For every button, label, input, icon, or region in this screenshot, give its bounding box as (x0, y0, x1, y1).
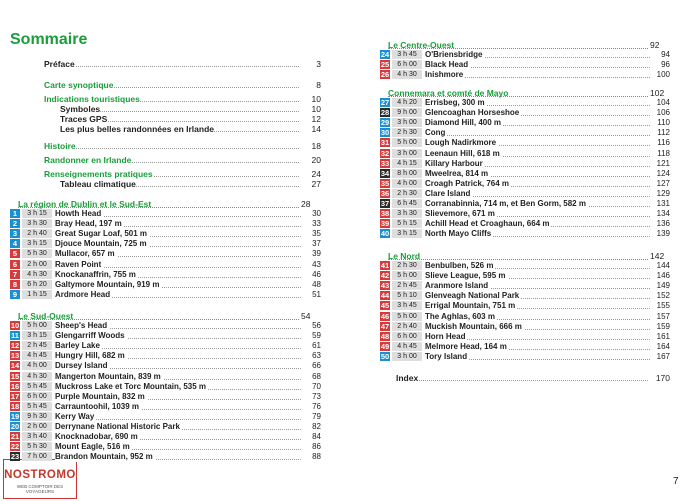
route-duration: 2 h 30 (392, 261, 422, 270)
route-name: Killary Harbour (425, 158, 483, 168)
section-page: 102 (650, 88, 665, 98)
route-name: The Aghlas, 603 m (425, 311, 495, 321)
route-duration: 3 h 15 (392, 229, 422, 238)
route-duration: 4 h 30 (22, 270, 52, 279)
route-row[interactable] (10, 249, 321, 259)
route-duration: 4 h 15 (392, 159, 422, 168)
route-row[interactable] (10, 260, 321, 270)
route-duration: 2 h 00 (22, 422, 52, 431)
route-row[interactable] (380, 70, 670, 80)
route-row[interactable] (380, 159, 670, 169)
section-title[interactable]: Connemara et comté de Mayo (388, 88, 509, 98)
route-duration: 3 h 15 (22, 239, 52, 248)
route-name: Dursey Island (55, 361, 108, 371)
route-name: Horn Head (425, 331, 466, 341)
route-number-badge: 45 (380, 301, 390, 311)
route-duration: 2 h 45 (392, 281, 422, 290)
route-page: 118 (657, 148, 670, 158)
route-page: 149 (656, 281, 670, 291)
route-number-badge: 7 (10, 270, 20, 279)
route-page: 159 (656, 321, 670, 331)
route-duration: 4 h 20 (392, 98, 422, 107)
toc-entry-page: 27 (311, 179, 321, 189)
route-row[interactable] (10, 361, 321, 371)
route-name: Glengarriff Woods (55, 331, 125, 341)
route-duration: 5 h 45 (22, 382, 52, 391)
route-page: 66 (312, 361, 321, 371)
route-duration: 5 h 45 (22, 402, 52, 411)
route-page: 33 (312, 219, 321, 229)
route-page: 73 (312, 391, 321, 401)
route-number-badge: 25 (380, 60, 390, 70)
route-duration: 6 h 00 (392, 332, 422, 341)
route-duration: 2 h 45 (22, 341, 52, 350)
route-number-badge: 17 (10, 391, 20, 401)
route-name: Muckross Lake et Torc Mountain, 535 m (55, 381, 207, 391)
route-number-badge: 15 (10, 371, 20, 381)
toc-entry-page: 170 (655, 373, 670, 383)
route-name: North Mayo Cliffs (425, 229, 492, 239)
route-number-badge: 33 (380, 158, 390, 168)
route-page: 70 (312, 381, 321, 391)
route-row[interactable] (380, 199, 670, 209)
route-number-badge: 20 (10, 422, 20, 431)
route-number-badge: 35 (380, 178, 390, 188)
route-page: 94 (661, 50, 670, 59)
toc-entry-label: Traces GPS (60, 114, 108, 124)
route-number-badge: 34 (380, 168, 390, 178)
dot-leader (44, 148, 299, 149)
section-page: 28 (301, 199, 311, 209)
route-name: Bray Head, 197 m (55, 219, 122, 229)
route-page: 35 (312, 229, 321, 239)
toc-entry-page: 20 (311, 155, 321, 165)
route-page: 46 (312, 269, 321, 279)
route-row[interactable] (10, 331, 321, 341)
dot-leader (44, 66, 299, 67)
section-title[interactable]: La région de Dublin et le Sud-Est (18, 199, 152, 209)
route-page: 68 (312, 371, 321, 381)
toc-entry-page: 12 (311, 114, 321, 124)
toc-entry-page: 8 (316, 80, 321, 90)
toc-entry-label: Les plus belles randonnées en Irlande (60, 124, 214, 134)
route-row[interactable] (10, 412, 321, 422)
route-number-badge: 2 (10, 219, 20, 228)
route-page: 100 (656, 70, 670, 80)
route-duration: 4 h 45 (22, 351, 52, 360)
toc-entry-label: Histoire (44, 141, 76, 151)
route-number-badge: 26 (380, 70, 390, 80)
route-row[interactable] (10, 382, 321, 392)
route-row[interactable] (380, 118, 670, 128)
route-number-badge: 13 (10, 351, 20, 361)
route-name: Leenaun Hill, 618 m (425, 148, 500, 158)
route-page: 136 (656, 219, 670, 229)
section-page: 142 (650, 251, 665, 261)
route-number-badge: 3 (10, 229, 20, 238)
route-row[interactable] (10, 372, 321, 382)
route-name: Cong (425, 128, 446, 138)
route-name: Knocknadobar, 690 m (55, 432, 138, 442)
route-duration: 6 h 00 (392, 60, 422, 69)
route-page: 131 (656, 199, 670, 208)
route-name: Errisbeg, 300 m (425, 98, 485, 107)
route-name: Raven Point (55, 259, 102, 269)
route-page: 152 (656, 291, 670, 301)
route-duration: 3 h 30 (22, 219, 52, 228)
route-row[interactable] (380, 219, 670, 229)
route-row[interactable] (380, 179, 670, 189)
route-row[interactable] (10, 321, 321, 331)
route-page: 59 (312, 331, 321, 341)
route-number-badge: 10 (10, 321, 20, 330)
route-duration: 5 h 10 (392, 291, 422, 300)
route-duration: 3 h 30 (392, 209, 422, 218)
route-row[interactable] (10, 209, 321, 219)
route-number-badge: 12 (10, 341, 20, 351)
route-duration: 5 h 00 (392, 271, 422, 280)
route-name: Mweelrea, 814 m (425, 168, 489, 178)
route-number-badge: 43 (380, 281, 390, 291)
route-row[interactable] (10, 351, 321, 361)
route-row[interactable] (380, 189, 670, 199)
route-number-badge: 19 (10, 411, 20, 421)
route-number-badge: 49 (380, 341, 390, 351)
route-page: 96 (661, 60, 670, 70)
route-name: Clare Island (425, 188, 471, 198)
route-duration: 9 h 00 (392, 108, 422, 117)
route-number-badge: 39 (380, 219, 390, 229)
page-number: 7 (673, 476, 679, 487)
route-number-badge: 11 (11, 331, 19, 341)
route-page: 129 (656, 188, 670, 198)
route-duration: 2 h 30 (392, 189, 422, 198)
route-number-badge: 36 (380, 188, 390, 198)
route-duration: 2 h 40 (392, 322, 422, 331)
route-page: 127 (656, 178, 670, 188)
route-name: Achill Head et Croaghaun, 664 m (425, 219, 550, 229)
toc-entry-label: Index (396, 373, 419, 383)
route-duration: 3 h 00 (392, 118, 422, 127)
route-duration: 2 h 00 (22, 260, 52, 269)
route-number-badge: 5 (10, 249, 20, 258)
logo-name: NOSTROMO (4, 469, 76, 481)
route-name: Corranabinnia, 714 m, et Ben Gorm, 582 m (425, 199, 586, 208)
route-name: Benbulben, 526 m (425, 261, 494, 270)
route-duration: 3 h 00 (392, 352, 422, 361)
route-row[interactable] (10, 239, 321, 249)
route-name: Diamond Hill, 400 m (425, 118, 502, 128)
route-number-badge: 28 (380, 108, 390, 118)
route-row[interactable] (10, 452, 321, 462)
route-duration: 4 h 30 (392, 70, 422, 79)
route-page: 79 (312, 411, 321, 421)
route-row[interactable] (380, 60, 670, 70)
route-name: Glenveagh National Park (425, 291, 520, 301)
route-page: 76 (312, 401, 321, 411)
route-number-badge: 40 (380, 229, 390, 239)
route-row[interactable] (10, 341, 321, 351)
route-name: Carrauntoohil, 1039 m (55, 401, 140, 411)
route-name: O'Briensbridge (425, 50, 483, 59)
route-name: Black Head (425, 60, 469, 70)
route-name: Brandon Mountain, 952 m (55, 452, 153, 462)
route-page: 39 (312, 249, 321, 259)
page-title: Sommaire (10, 31, 88, 48)
route-row[interactable] (10, 290, 321, 300)
section-title[interactable]: Le Nord (388, 251, 421, 261)
route-duration: 6 h 45 (392, 199, 422, 208)
toc-entry-label: Indications touristiques (44, 94, 140, 104)
route-page: 139 (656, 229, 670, 239)
route-name: Croagh Patrick, 764 m (425, 178, 510, 188)
route-duration: 4 h 30 (22, 372, 52, 381)
route-duration: 4 h 00 (22, 361, 52, 370)
route-duration: 3 h 15 (22, 209, 52, 218)
dot-leader (396, 380, 648, 381)
route-name: Aranmore Island (425, 281, 489, 291)
route-duration: 4 h 00 (392, 179, 422, 188)
route-page: 61 (312, 341, 321, 351)
toc-entry-label: Renseignements pratiques (44, 169, 153, 179)
route-name: Muckish Mountain, 666 m (425, 321, 522, 331)
section-page: 54 (301, 311, 311, 321)
route-page: 155 (656, 301, 670, 311)
route-duration: 3 h 00 (392, 149, 422, 158)
publisher-logo (3, 459, 77, 499)
route-number-badge: 8 (10, 280, 20, 289)
route-page: 37 (312, 239, 321, 249)
route-name: Lough Nadirkmore (425, 138, 497, 148)
section-rule (388, 48, 648, 49)
route-page: 112 (657, 128, 670, 138)
route-number-badge: 41 (380, 261, 390, 270)
dot-leader (425, 135, 650, 136)
route-number-badge: 29 (380, 118, 390, 128)
toc-entry-label: Randonner en Irlande (44, 155, 132, 165)
route-row[interactable] (380, 261, 670, 271)
route-page: 106 (656, 108, 670, 118)
route-row[interactable] (380, 301, 670, 311)
route-row[interactable] (380, 312, 670, 322)
route-name: Glencoaghan Horseshoe (425, 108, 520, 118)
route-row[interactable] (380, 281, 670, 291)
route-name: Barley Lake (55, 341, 100, 351)
route-page: 86 (312, 442, 321, 452)
route-duration: 3 h 45 (392, 301, 422, 310)
route-number-badge: 27 (380, 98, 390, 107)
route-row[interactable] (380, 98, 670, 108)
route-name: Inishmore (425, 70, 464, 80)
toc-entry-page: 24 (311, 169, 321, 179)
route-name: Kerry Way (55, 411, 95, 421)
route-page: 48 (312, 279, 321, 289)
route-duration: 6 h 00 (22, 392, 52, 401)
route-row[interactable] (380, 229, 670, 239)
route-number-badge: 38 (380, 209, 390, 219)
route-name: Galtymore Mountain, 919 m (55, 279, 160, 289)
route-page: 157 (656, 311, 670, 321)
route-number-badge: 6 (10, 260, 20, 269)
route-row[interactable] (10, 229, 321, 239)
route-duration: 8 h 00 (392, 169, 422, 178)
route-duration: 4 h 45 (392, 342, 422, 351)
route-name: Errigal Mountain, 751 m (425, 301, 516, 311)
toc-entry-label: Carte synoptique (44, 80, 114, 90)
route-duration: 3 h 45 (392, 50, 422, 59)
route-number-badge: 18 (10, 401, 20, 411)
route-page: 43 (312, 259, 321, 269)
toc-entry-page: 18 (311, 141, 321, 151)
route-number-badge: 46 (380, 311, 390, 321)
route-page: 116 (657, 138, 670, 148)
route-duration: 7 h 00 (22, 452, 52, 461)
route-number-badge: 16 (10, 381, 20, 391)
route-name: Derrynane National Historic Park (55, 422, 180, 431)
route-row[interactable] (380, 50, 670, 60)
route-row[interactable] (380, 128, 670, 138)
route-row[interactable] (10, 422, 321, 432)
route-name: Sheep's Head (55, 321, 108, 330)
section-rule (388, 96, 648, 97)
route-duration: 6 h 20 (22, 280, 52, 289)
route-name: Howth Head (55, 209, 102, 218)
route-duration: 9 h 30 (22, 412, 52, 421)
route-page: 164 (656, 341, 670, 351)
route-name: Hungry Hill, 682 m (55, 351, 125, 361)
route-name: Great Sugar Loaf, 501 m (55, 229, 148, 239)
route-number-badge: 47 (380, 321, 390, 331)
toc-entry-page: 10 (311, 104, 321, 114)
route-number-badge: 50 (380, 351, 390, 361)
section-page: 92 (650, 40, 660, 50)
route-number-badge: 1 (10, 209, 20, 218)
route-row[interactable] (10, 402, 321, 412)
route-name: Knockanaffrin, 755 m (55, 269, 136, 279)
route-duration: 3 h 15 (22, 331, 52, 340)
section-rule (18, 207, 299, 208)
route-number-badge: 21 (10, 432, 20, 442)
route-row[interactable] (380, 209, 670, 219)
route-page: 51 (312, 289, 321, 299)
route-row[interactable] (380, 352, 670, 362)
route-row[interactable] (380, 291, 670, 301)
route-number-badge: 31 (380, 138, 390, 148)
route-row[interactable] (380, 332, 670, 342)
route-name: Slieve League, 595 m (425, 271, 506, 281)
route-page: 88 (312, 452, 321, 462)
route-number-badge: 37 (380, 199, 390, 208)
route-number-badge: 14 (10, 361, 20, 371)
route-page: 146 (656, 271, 670, 281)
route-duration: 5 h 00 (22, 321, 52, 330)
toc-entry-label: Préface (44, 59, 75, 69)
route-page: 134 (656, 209, 670, 219)
toc-entry-label: Symboles (60, 104, 101, 114)
route-name: Ardmore Head (55, 289, 111, 299)
route-name: Mullacor, 657 m (55, 249, 115, 259)
section-rule (388, 259, 648, 260)
route-page: 110 (657, 118, 670, 128)
section-title[interactable]: Le Sud-Ouest (18, 311, 74, 321)
route-page: 121 (656, 158, 670, 168)
route-name: Tory Island (425, 351, 468, 361)
toc-entry-page: 14 (311, 124, 321, 134)
route-duration: 5 h 15 (392, 219, 422, 228)
route-duration: 2 h 40 (22, 229, 52, 238)
route-row[interactable] (10, 219, 321, 229)
route-duration: 5 h 00 (392, 138, 422, 147)
route-duration: 1 h 15 (22, 290, 52, 299)
route-number-badge: 23 (10, 452, 20, 462)
route-row[interactable] (380, 138, 670, 148)
route-page: 104 (656, 98, 670, 107)
route-page: 63 (312, 351, 321, 361)
route-row[interactable] (10, 432, 321, 442)
route-row[interactable] (10, 270, 321, 280)
route-duration: 5 h 30 (22, 249, 52, 258)
route-name: Slievemore, 671 m (425, 209, 495, 219)
route-number-badge: 48 (380, 331, 390, 341)
route-page: 124 (656, 168, 670, 178)
route-row[interactable] (10, 392, 321, 402)
route-duration: 5 h 30 (22, 442, 52, 451)
route-name: Melmore Head, 164 m (425, 341, 507, 351)
route-row[interactable] (380, 342, 670, 352)
route-number-badge: 22 (10, 442, 20, 452)
route-duration: 5 h 00 (392, 312, 422, 321)
route-page: 56 (312, 321, 321, 330)
route-row[interactable] (380, 322, 670, 332)
route-name: Purple Mountain, 832 m (55, 391, 145, 401)
logo-tagline: WEB COMPTOIR DES VOYAGEURS (16, 484, 64, 494)
route-row[interactable] (380, 169, 670, 179)
route-row[interactable] (10, 442, 321, 452)
route-duration: 3 h 40 (22, 432, 52, 441)
route-row[interactable] (380, 149, 670, 159)
route-number-badge: 42 (380, 271, 390, 281)
toc-entry-page: 3 (316, 59, 321, 69)
route-page: 30 (312, 209, 321, 218)
route-page: 161 (656, 331, 670, 341)
route-duration: 2 h 30 (392, 128, 422, 137)
route-number-badge: 24 (380, 50, 390, 59)
route-page: 144 (656, 261, 670, 270)
section-title[interactable]: Le Centre-Ouest (388, 40, 455, 50)
route-row[interactable] (10, 280, 321, 290)
toc-entry-label: Tableau climatique (60, 179, 136, 189)
route-row[interactable] (380, 108, 670, 118)
route-page: 82 (312, 422, 321, 431)
route-name: Djouce Mountain, 725 m (55, 239, 147, 249)
route-number-badge: 30 (380, 128, 390, 138)
route-number-badge: 4 (10, 239, 20, 248)
route-number-badge: 32 (380, 148, 390, 158)
route-page: 84 (312, 432, 321, 442)
route-name: Mangerton Mountain, 839 m (55, 371, 161, 381)
route-number-badge: 9 (10, 290, 20, 299)
toc-entry-page: 10 (311, 94, 321, 104)
section-rule (18, 319, 299, 320)
route-number-badge: 44 (380, 291, 390, 301)
route-page: 167 (656, 351, 670, 361)
route-name: Mount Eagle, 516 m (55, 442, 130, 452)
route-row[interactable] (380, 271, 670, 281)
